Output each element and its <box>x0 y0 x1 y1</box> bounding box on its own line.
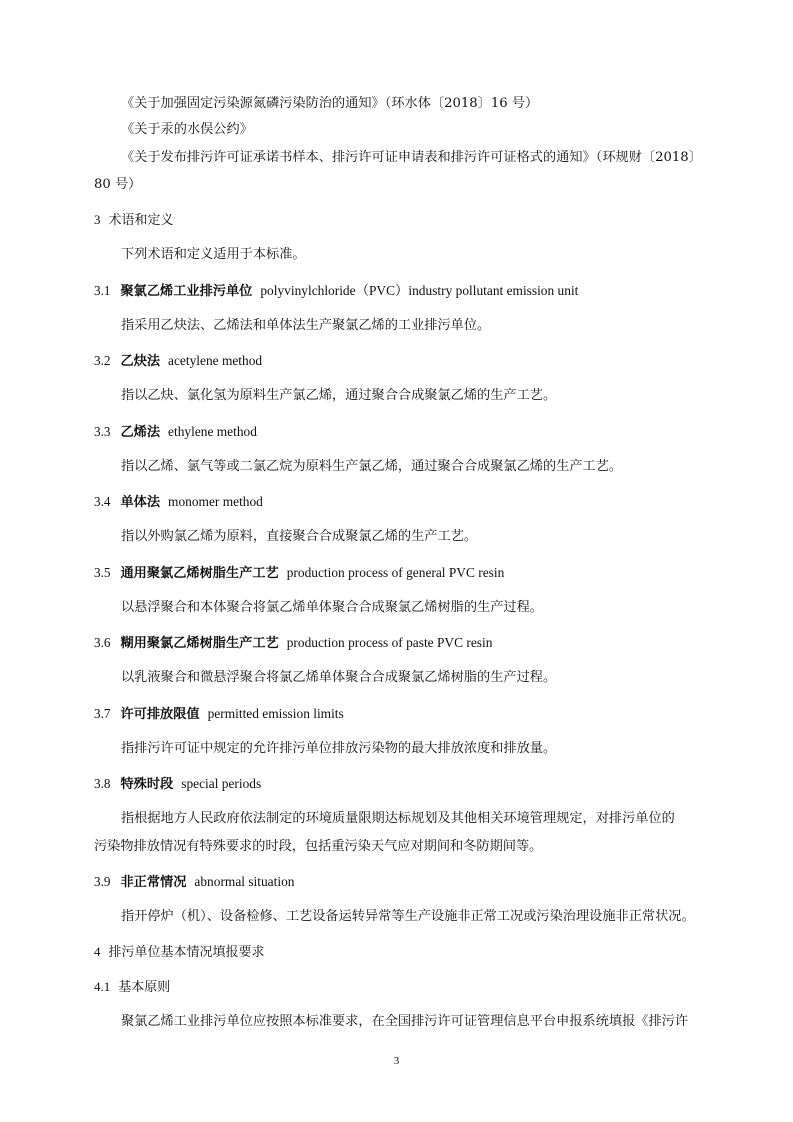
term-chinese: 聚氯乙烯工业排污单位 <box>120 284 253 299</box>
term-number: 3.6 <box>94 635 111 650</box>
term-english: special periods <box>181 776 262 791</box>
term-english: acetylene method <box>168 353 263 368</box>
term-heading <box>94 281 578 302</box>
term-definition: 指以乙炔、氯化氢为原料生产氯乙烯，通过聚合合成聚氯乙烯的生产工艺。 <box>121 388 557 403</box>
term-definition: 指采用乙炔法、乙烯法和单体法生产聚氯乙烯的工业排污单位。 <box>121 318 491 333</box>
subsection-title: 基本原则 <box>118 980 171 995</box>
term-heading <box>94 633 492 654</box>
section-number: 4 <box>94 944 101 959</box>
term-definition: 指开停炉（机）、设备检修、工艺设备运转异常等生产设施非正常工况或污染治理设施非正常状况。 <box>121 909 695 924</box>
section-4-heading <box>94 942 265 963</box>
term-english: production process of general PVC resin <box>286 565 505 580</box>
section-3-heading <box>94 210 174 231</box>
subsection-number: 4.1 <box>94 979 111 994</box>
term-number: 3.2 <box>94 353 111 368</box>
term-chinese: 乙炔法 <box>120 354 161 369</box>
reference-2: 《关于汞的水俣公约》 <box>121 122 253 137</box>
term-number: 3.1 <box>94 283 111 298</box>
section-title: 排污单位基本情况填报要求 <box>108 945 265 960</box>
page-number: 3 <box>393 1055 400 1067</box>
term-english: ethylene method <box>168 424 257 439</box>
term-english: permitted emission limits <box>207 706 344 721</box>
subsection-4-1-heading <box>94 977 170 998</box>
term-number: 3.8 <box>94 776 111 791</box>
term-heading <box>94 492 263 513</box>
term-chinese: 单体法 <box>120 495 161 510</box>
term-chinese: 通用聚氯乙烯树脂生产工艺 <box>120 566 279 581</box>
term-heading <box>94 774 261 795</box>
term-definition: 指以乙烯、氯气等或二氯乙烷为原料生产氯乙烯，通过聚合合成聚氯乙烯的生产工艺。 <box>121 459 623 474</box>
term-definition: 以悬浮聚合和本体聚合将氯乙烯单体聚合合成聚氯乙烯树脂的生产过程。 <box>121 600 543 615</box>
term-heading <box>94 351 262 372</box>
term-chinese: 许可排放限值 <box>120 707 200 722</box>
term-definition: 指以外购氯乙烯为原料，直接聚合合成聚氯乙烯的生产工艺。 <box>121 529 478 544</box>
term-heading <box>94 704 344 725</box>
term-heading <box>94 563 504 584</box>
section-title: 术语和定义 <box>108 213 174 228</box>
term-number: 3.5 <box>94 565 111 580</box>
term-definition: 以乳液聚合和微悬浮聚合将氯乙烯单体聚合合成聚氯乙烯树脂的生产过程。 <box>121 670 557 685</box>
term-chinese: 乙烯法 <box>120 425 161 440</box>
term-definition-continued: 污染物排放情况有特殊要求的时段，包括重污染天气应对期间和冬防期间等。 <box>94 839 543 854</box>
section-4-body: 聚氯乙烯工业排污单位应按照本标准要求，在全国排污许可证管理信息平台申报系统填报《排污许 <box>121 1014 689 1029</box>
term-chinese: 糊用聚氯乙烯树脂生产工艺 <box>120 636 279 651</box>
reference-3-line-2: 80 号） <box>94 177 142 192</box>
term-english: monomer method <box>168 494 263 509</box>
term-number: 3.3 <box>94 424 111 439</box>
term-heading <box>94 872 294 893</box>
section-number: 3 <box>94 212 101 227</box>
term-number: 3.4 <box>94 494 111 509</box>
term-chinese: 特殊时段 <box>120 777 174 792</box>
term-definition: 指排污许可证中规定的允许排污单位排放污染物的最大排放浓度和排放量。 <box>121 741 557 756</box>
term-english: abnormal situation <box>194 874 295 889</box>
term-number: 3.7 <box>94 706 111 721</box>
term-english: polyvinylchloride（PVC）industry pollutant emission unit <box>260 283 579 298</box>
section-3-intro: 下列术语和定义适用于本标准。 <box>121 247 306 262</box>
reference-1: 《关于加强固定污染源氮磷污染防治的通知》（环水体〔2018〕16 号） <box>121 96 539 111</box>
term-definition: 指根据地方人民政府依法制定的环境质量限期达标规划及其他相关环境管理规定，对排污单位的 <box>121 811 675 826</box>
term-english: production process of paste PVC resin <box>286 635 493 650</box>
term-number: 3.9 <box>94 874 111 889</box>
reference-3-line-1: 《关于发布排污许可证承诺书样本、排污许可证申请表和排污许可证格式的通知》（环规财〔2018〕 <box>121 150 702 165</box>
term-chinese: 非正常情况 <box>120 875 187 890</box>
term-heading <box>94 422 257 443</box>
